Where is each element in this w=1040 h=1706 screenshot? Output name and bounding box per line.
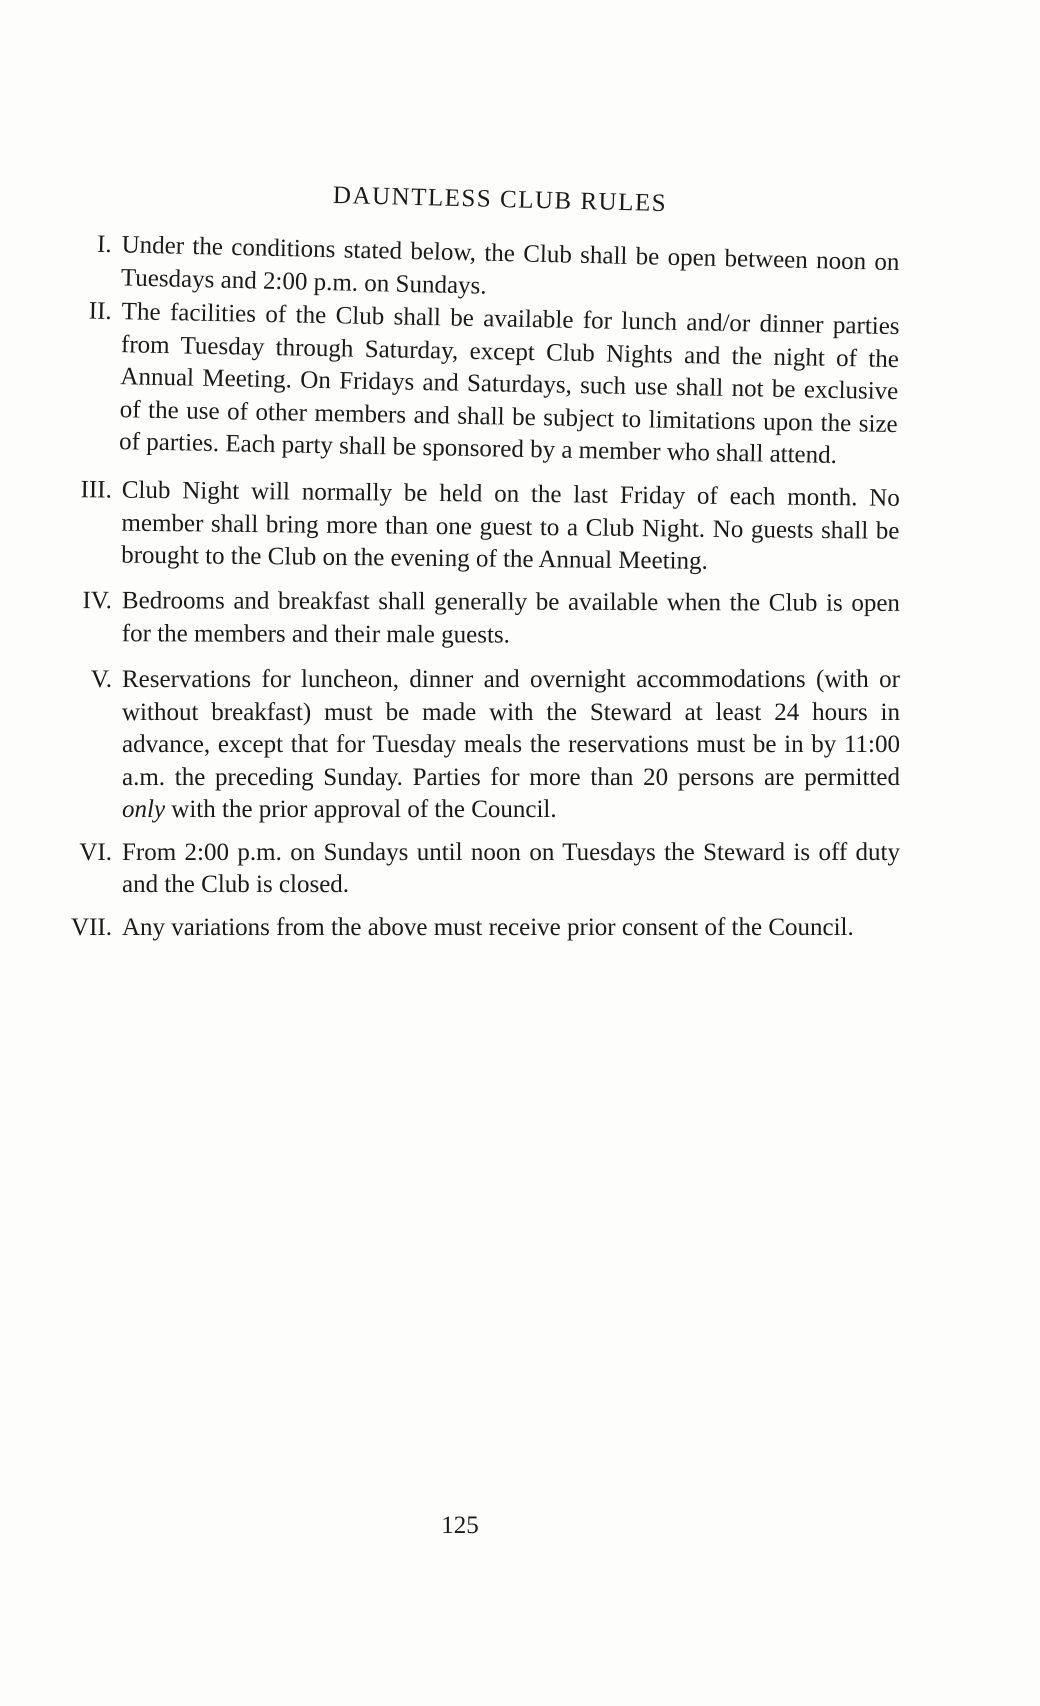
rule-item-6 bbox=[60, 837, 900, 902]
rule-text: Any variations from the above must receive prior consent of the Council. bbox=[122, 913, 854, 941]
rule-item-7 bbox=[60, 912, 900, 945]
rule-numeral: I. bbox=[96, 230, 112, 259]
rules-list bbox=[60, 228, 900, 944]
rule-item-2 bbox=[57, 295, 900, 474]
rule-text-part: Reservations for luncheon, dinner and overnight accommodations (with or without breakfast) must be made with the Steward at least 24 hours in advance, except that for Tuesday meals the reservations must be in by 11:00 a.m. the preceding Sunday. Parties for more than 20 persons are permitted bbox=[122, 666, 900, 791]
rule-item-4 bbox=[60, 585, 900, 653]
rule-numeral: VII. bbox=[71, 913, 112, 941]
rule-item-3 bbox=[59, 474, 900, 580]
rule-numeral: IV. bbox=[82, 587, 112, 615]
rule-text: The facilities of the Club shall be available for lunch and/or dinner parties from Tuesday through Saturday, except Club Nights and the night of the Annual Meeting. On Fridays and Saturdays, such use shall not be exclusive of the use of other members and shall be subject to limitations upon the size of parties. Each party shall be sponsored by a member who shall attend. bbox=[118, 298, 900, 469]
rule-item-5 bbox=[60, 664, 900, 827]
rule-text: From 2:00 p.m. on Sundays until noon on Tuesdays the Steward is off duty and the Club is closed. bbox=[122, 838, 900, 898]
rule-numeral: II. bbox=[88, 297, 112, 325]
rule-numeral: VI. bbox=[79, 838, 112, 866]
rule-text: Under the conditions stated below, the Club shall be open between noon on Tuesdays and 2:00 p.m. on Sundays. bbox=[120, 231, 900, 300]
rule-numeral: III. bbox=[80, 475, 112, 504]
rule-numeral: V. bbox=[90, 666, 112, 693]
page-title: DAUNTLESS CLUB RULES bbox=[332, 181, 668, 218]
rule-text-emphasis: only bbox=[122, 796, 166, 823]
rule-text bbox=[122, 664, 900, 827]
rule-text: Club Night will normally be held on the last Friday of each month. No member shall bring more than one guest to a Club Night. No guests shall be brought to the Club on the evening of the Annual Meeting. bbox=[121, 476, 900, 575]
page-number: 125 bbox=[441, 1512, 479, 1539]
rule-text: Bedrooms and breakfast shall generally be available when the Club is open for the members and their male guests. bbox=[121, 587, 900, 649]
rule-text-part: with the prior approval of the Council. bbox=[165, 796, 557, 823]
